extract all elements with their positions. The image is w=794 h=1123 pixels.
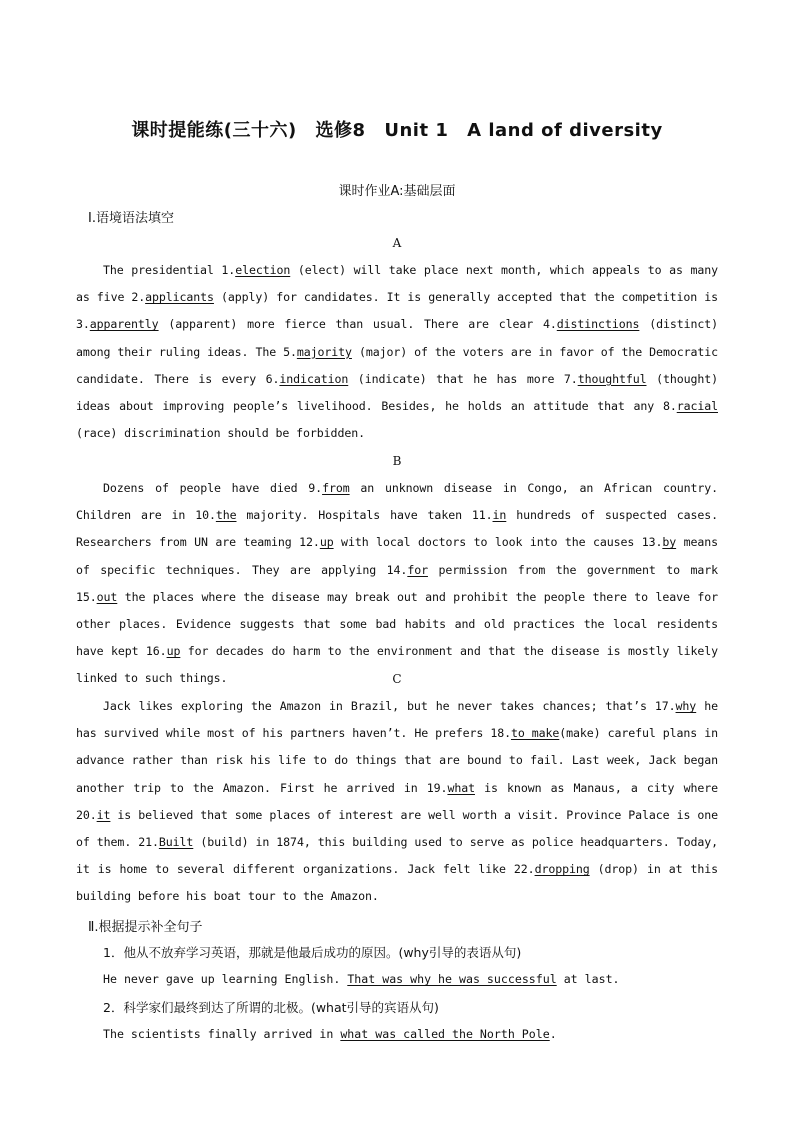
passage-text: means of specific techniques. They are applying 14. xyxy=(76,535,718,577)
answer-blank-5: majority xyxy=(296,344,352,359)
answer-blank-14: for xyxy=(407,562,428,577)
answer-blank-6: indication xyxy=(279,371,349,386)
answer-blank-20: it xyxy=(96,807,111,822)
answer-blank-22: dropping xyxy=(534,862,590,877)
sentence-text: . xyxy=(549,1027,557,1041)
answer-blank-18: to make xyxy=(510,726,560,741)
passage-b-label: B xyxy=(392,454,402,468)
passage-a xyxy=(76,257,718,447)
passage-text: (indicate) that he has more 7. xyxy=(348,371,578,386)
title-topic: A land of diversity xyxy=(467,120,663,141)
passage-text: The presidential 1. xyxy=(103,263,236,277)
passage-text: (race) discrimination should be forbidden. xyxy=(76,426,365,441)
answer-blank-9: from xyxy=(322,481,350,495)
passage-text: Dozens of people have died 9. xyxy=(103,481,323,495)
passage-text: (make) careful plans in advance rather than risk his life to do things that are bound to fail. Last week, Jack began another trip to the Amazon. First he arrived in 19. xyxy=(76,726,718,795)
answer-blank-10: the xyxy=(215,508,237,523)
answer-blank-2: applicants xyxy=(145,290,214,305)
sentence-text: The scientists finally arrived in xyxy=(103,1027,341,1041)
sentence-text: at last. xyxy=(556,972,620,986)
passage-text: majority. Hospitals have taken 11. xyxy=(236,508,493,523)
passage-text: (build) in 1874, this building used to serve as police headquarters. Today, it is home to several different organizations. Jack felt like 22. xyxy=(76,835,718,877)
answer-blank-4: distinctions xyxy=(556,317,640,332)
answer-blank-17: why xyxy=(675,699,697,713)
passage-text: hundreds of suspected cases. Researchers from UN are teaming 12. xyxy=(76,508,718,550)
title-unit: Unit 1 xyxy=(384,120,449,141)
answer-blank-12: up xyxy=(319,535,334,550)
passage-a-label: A xyxy=(392,236,402,250)
passage-text: with local doctors to look into the causes 13. xyxy=(333,535,663,550)
question-1-prompt: 1．他从不放弃学习英语，那就是他最后成功的原因。(why引导的表语从句) xyxy=(103,945,522,960)
passage-text: an unknown disease in Congo, an African country. Children are in 10. xyxy=(76,481,719,523)
passage-c-label: C xyxy=(392,672,402,686)
section-1-heading: Ⅰ.语境语法填空 xyxy=(88,211,174,226)
answer-blank-3: apparently xyxy=(89,317,159,332)
passage-text: (major) of the voters are in favor of the Democratic candidate. There is every 6. xyxy=(76,344,718,386)
answer-blank-7: thoughtful xyxy=(577,371,647,386)
answer-blank-16: up xyxy=(166,644,181,659)
passage-text: permission from the government to mark 15. xyxy=(76,562,718,604)
answer-1: That was why he was successful xyxy=(347,972,557,986)
passage-text: (elect) will take place next month, which appeals to as many as five 2. xyxy=(76,263,718,305)
question-1-sentence xyxy=(103,972,723,986)
answer-blank-13: by xyxy=(662,535,677,550)
answer-blank-21: Built xyxy=(158,835,194,850)
passage-text: (drop) in at this building before his boat tour to the Amazon. xyxy=(76,862,719,904)
passage-text: is known as Manaus, a city where 20. xyxy=(76,780,718,822)
passage-text: the places where the disease may break out and prohibit the people there to leave for other places. Evidence suggests that some bad habits and old practices the local residents have kept 16. xyxy=(76,589,718,659)
answer-blank-19: what xyxy=(447,780,475,795)
passage-text: Jack likes exploring the Amazon in Brazil, but he never takes chances; that’s 17. xyxy=(103,699,676,713)
answer-blank-1: election xyxy=(235,263,291,277)
answer-blank-8: racial xyxy=(676,399,718,414)
answer-blank-15: out xyxy=(96,589,118,604)
title-lesson: 课时提能练(三十六) xyxy=(131,120,297,141)
section-2-heading: Ⅱ.根据提示补全句子 xyxy=(88,920,203,935)
passage-c xyxy=(76,693,718,911)
passage-text: for decades do harm to the environment and that the disease is mostly likely linked to such things. xyxy=(76,644,718,686)
title-module: 选修8 xyxy=(315,120,366,141)
passage-text: (distinct) among their ruling ideas. The 5. xyxy=(76,317,718,359)
page-subtitle: 课时作业A:基础层面 xyxy=(338,184,456,199)
question-2-prompt: 2．科学家们最终到达了所谓的北极。(what引导的宾语从句) xyxy=(103,1000,439,1015)
answer-2: what was called the North Pole xyxy=(340,1027,550,1041)
passage-text: he has survived while most of his partners haven’t. He prefers 18. xyxy=(76,699,719,741)
passage-text: is believed that some places of interest are well worth a visit. Province Palace is one of them. 21. xyxy=(76,807,718,850)
sentence-text: He never gave up learning English. xyxy=(103,972,348,986)
passage-b xyxy=(76,475,718,693)
passage-text: (thought) ideas about improving people’s livelihood. Besides, he holds an attitude that any 8. xyxy=(76,371,718,414)
question-2-sentence xyxy=(103,1027,723,1041)
passage-text: (apparent) more fierce than usual. There are clear 4. xyxy=(158,317,557,332)
page-title xyxy=(0,116,794,142)
passage-text: (apply) for candidates. It is generally accepted that the competition is 3. xyxy=(76,290,718,332)
answer-blank-11: in xyxy=(492,508,507,523)
